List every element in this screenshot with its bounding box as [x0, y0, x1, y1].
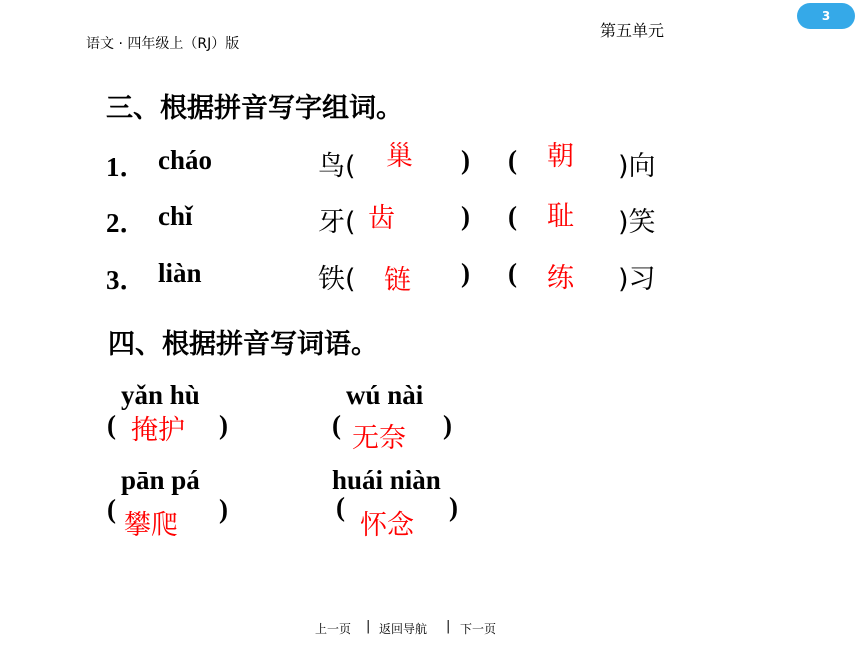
item-pinyin: cháo [158, 145, 212, 175]
word-pinyin: pān pá [121, 465, 200, 495]
open-paren: ( [508, 258, 517, 288]
answer-char: 齿 [368, 203, 395, 234]
footer-separator: | [446, 619, 451, 634]
answer-char: 练 [547, 263, 574, 294]
close-paren: ) [461, 145, 470, 175]
item-number: 2． [106, 208, 147, 238]
word2-suffix: )向 [618, 151, 656, 182]
word1-prefix: 牙( [318, 207, 356, 238]
word1-prefix: 鸟( [318, 151, 356, 182]
open-paren: ( [508, 201, 517, 231]
subject-label: 语文 · 四年级上（RJ）版 [86, 36, 240, 52]
word1-prefix: 铁( [318, 264, 356, 295]
open-paren: ( [336, 492, 345, 522]
answer-word: 攀爬 [124, 510, 178, 541]
answer-word: 怀念 [360, 510, 414, 541]
item-number: 3． [106, 265, 147, 295]
answer-char: 朝 [547, 141, 574, 172]
answer-char: 链 [384, 265, 411, 296]
close-paren: ) [219, 410, 228, 440]
answer-char: 耻 [547, 201, 574, 232]
answer-char: 巢 [386, 141, 413, 172]
word-pinyin: wú nài [346, 380, 424, 410]
section4-title: 四、根据拼音写词语。 [108, 329, 378, 360]
unit-label: 第五单元 [600, 21, 665, 40]
next-page-link[interactable]: 下一页 [460, 622, 497, 636]
word2-suffix: )笑 [618, 207, 656, 238]
close-paren: ) [443, 410, 452, 440]
item-number: 1． [106, 152, 147, 182]
word2-suffix: )习 [618, 264, 656, 295]
answer-word: 掩护 [131, 415, 185, 446]
section3-title: 三、根据拼音写字组词。 [106, 93, 403, 124]
open-paren: ( [107, 494, 116, 524]
footer-separator: | [366, 619, 371, 634]
open-paren: ( [508, 145, 517, 175]
open-paren: ( [332, 410, 341, 440]
item-pinyin: chǐ [158, 201, 193, 231]
item-pinyin: liàn [158, 258, 202, 288]
close-paren: ) [461, 258, 470, 288]
answer-word: 无奈 [352, 423, 406, 454]
page-number-badge: 3 [797, 3, 855, 29]
back-to-nav-link[interactable]: 返回导航 [379, 622, 428, 636]
prev-page-link[interactable]: 上一页 [315, 622, 352, 636]
close-paren: ) [449, 492, 458, 522]
open-paren: ( [107, 410, 116, 440]
word-pinyin: huái niàn [332, 465, 441, 495]
word-pinyin: yǎn hù [121, 380, 200, 410]
close-paren: ) [461, 201, 470, 231]
close-paren: ) [219, 494, 228, 524]
